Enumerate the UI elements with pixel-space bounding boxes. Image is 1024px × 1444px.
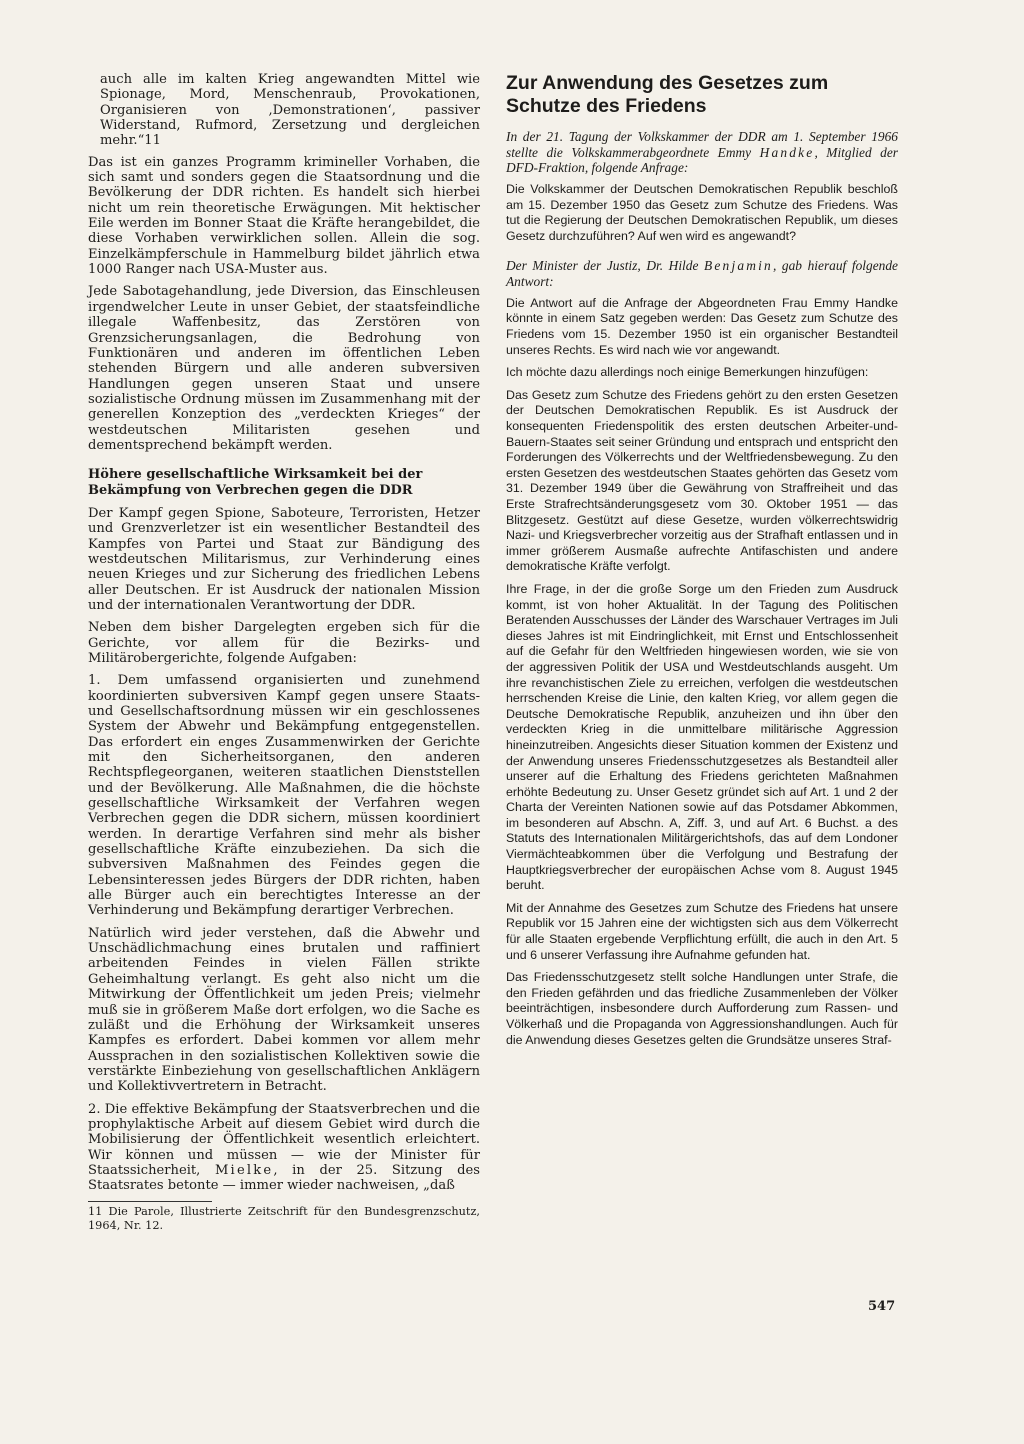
spaced-name: Handke [759,144,815,160]
paragraph: Mit der Annahme des Gesetzes zum Schutze des Friedens hat unsere Republik vor 15 Jahren eine der wichtigsten sich aus dem Völkerrecht für alle Staaten ergebende Verpflichtung erfüllt, die auch in den Art. 5 und 6 unserer Verfassung ihre Aufnahme gefunden hat. [506,900,898,962]
paragraph: Das Gesetz zum Schutze des Friedens gehört zu den ersten Gesetzen der Deutschen Demokratischen Republik. Es ist Ausdruck der konsequenten Friedenspolitik des ersten deutschen Arbeiter-und-Bauern-Staates seit seiner Gründung und entsprach und entspricht den Forderungen des Völkerrechts und der Weltfriedensbewegung. Zu den ersten Gesetzen des westdeutschen Staates gehörten das Gesetz vom 31. Dezember 1949 über die Gewährung von Straffreiheit und das Erste Strafrechtsänderungsgesetz vom 30. Oktober 1951 — das Blitzgesetz. Gestützt auf diese Gesetze, wurden völkerrechtswidrig Nazi- und Kriegsverbrecher vorzeitig aus der Strafhaft entlassen und in immer größerem Ausmaße aufrechte Antifaschisten und andere demokratische Kräfte verfolgt. [506,387,898,574]
footnote: 11 Die Parole, Illustrierte Zeitschrift für den Bundesgrenzschutz, 1964, Nr. 12. [88,1204,480,1232]
quote-continuation: auch alle im kalten Krieg angewandten Mittel wie Spionage, Mord, Menschenraub, Provokationen, Organisieren von ‚Demonstrationen‘, passiver Widerstand, Rufmord, Zersetzung und dergleichen mehr.“11 [100,72,480,149]
text-run: , Mitglied der DFD-Fraktion, folgende Anfrage: [506,144,899,176]
paragraph: Der Kampf gegen Spione, Saboteure, Terroristen, Hetzer und Grenzverletzer ist ein wesentlicher Bestandteil des Kampfes von Partei und Staat zur Bändigung des westdeutschen Militarismus, zur Verhinderung eines neuen Krieges und zur Sicherung des friedlichen Lebens aller Deutschen. Er ist Ausdruck der nationalen Mission und der internationalen Verantwortung der DDR. [88,505,480,613]
spaced-name: Benjamin [704,258,773,274]
page-number: 547 [868,1299,896,1314]
intro-italic [506,129,898,176]
text-run: 2. Die effektive Bekämpfung der Staatsverbrechen und die prophylaktische Arbeit auf diesem Gebiet wird durch die Mobilisierung der Öffentlichkeit wesentlich erleichtert. Wir können und müssen — wie der Minister für Staatssicherheit, [88,1101,480,1178]
paragraph: Jede Sabotagehandlung, jede Diversion, das Einschleusen irgendwelcher Leute in unser Gebiet, der staatsfeindliche illegale Waffenbesitz, das Zerstören von Grenzsicherungsanlagen, die Bedrohung von Funktionären und anderen im öffentlichen Leben stehenden Bürgern und alle anderen subversiven Handlungen gegen unseren Staat und unsere sozialistische Ordnung müssen im Zusammenhang mit der generellen Konzeption des „verdeckten Krieges“ der westdeutschen Militaristen gesehen und dementsprechend bekämpft werden. [88,284,480,453]
paragraph: Das Friedensschutzgesetz stellt solche Handlungen unter Strafe, die den Frieden gefährden und das friedliche Zusammenleben der Völker beeinträchtigen, insbesondere durch Aufforderung zum Rassen- und Völkerhaß und die Propaganda von Aggressionshandlungen. Auch für die Anwendung dieses Gesetzes gelten die Grundsätze unseres Straf- [506,970,898,1047]
paragraph: Die Antwort auf die Anfrage der Abgeordneten Frau Emmy Handke könnte in einem Satz gegeben werden: Das Gesetz zum Schutze des Friedens vom 15. Dezember 1950 ist ein organischer Bestandteil unseres Rechts. Es wird nach wie vor angewandt. [506,295,898,357]
right-column [506,72,898,1055]
paragraph: Natürlich wird jeder verstehen, daß die Abwehr und Unschädlichmachung eines brutalen und raffiniert arbeitenden Feindes in vielen Fällen strikte Geheimhaltung verlangt. Es geht also nicht um die Mitwirkung der Öffentlichkeit um jeden Preis; vielmehr muß sie in größerem Maße dort erfolgen, wo die Sache es zuläßt und die Erhöhung der Wirksamkeit unseres Kampfes es erfordert. Dabei kommen vor allem mehr Aussprachen in den sozialistischen Kollektiven sowie die verstärkte Einbeziehung von gesellschaftlichen Anklägern und Kollektivvertretern in Betracht. [88,925,480,1095]
spaced-name: Mielke [214,1162,274,1178]
numbered-paragraph-2 [88,1102,480,1194]
section-heading: Höhere gesellschaftliche Wirksamkeit bei der Bekämpfung von Verbrechen gegen die DDR [88,467,423,499]
numbered-paragraph-1: 1. Dem umfassend organisierten und zunehmend koordinierten subversiven Kampf gegen unsere Staats- und Gesellschaftsordnung müssen wir ein geschlossenes System der Abwehr und Bekämpfung entgegenstellen. Das erfordert ein enges Zusammenwirken der Gerichte mit den Sicherheitsorganen, den anderen Rechtspflegeorganen, weiteren staatlichen Dienststellen und der Bevölkerung. Alle Maßnahmen, die die höchste gesellschaftliche Wirksamkeit der Verfahren wegen Verbrechen gegen die DDR sichern, müssen koordiniert werden. In derartige Verfahren sind mehr als bisher gesellschaftliche Kräfte einzubeziehen. Da sich die subversiven Maßnahmen des Feindes gegen die Lebensinteressen jedes Bürgers der DDR richten, haben alle Bürger auch ein berechtigtes Interesse an der Verhinderung und Bekämpfung derartiger Verbrechen. [88,673,480,919]
article-title: Zur Anwendung des Gesetzes zum Schutze des Friedens [506,72,829,117]
intro-italic [506,258,898,289]
text-run: Der Minister der Justiz, Dr. Hilde [506,258,705,274]
text-run: , in der 25. Sitzung des Staatsrates betonte — immer wieder nachweisen, „daß [88,1162,480,1194]
paragraph: Ihre Frage, in der die große Sorge um den Frieden zum Ausdruck kommt, ist von hoher Aktualität. In der Tagung des Politischen Beratenden Ausschusses der Länder des Warschauer Vertrages im Juli dieses Jahres ist mit Eindringlichkeit, mit Ernst und Entschlossenheit auf die Gefahr für den Weltfrieden hingewiesen worden, wie sie von der aggressiven Politik der USA und Westdeutschlands ausgeht. Um ihre revanchistischen Ziele zu erreichen, verfolgen die westdeutschen herrschenden Kreise die Linie, den kalten Krieg, vor allem gegen die Deutsche Demokratische Republik, anzuheizen und ihn über den verdeckten Krieg in die unmittelbare militärische Aggression hineinzutreiben. Angesichts dieser Situation kommen der Existenz und der Anwendung unseres Friedensschutzgesetzes als Bestandteil aller unserer auf die Erhaltung des Friedens gerichteten Maßnahmen erhöhte Bedeutung zu. Unser Gesetz gründet sich auf Art. 1 und 2 der Charta der Vereinten Nationen sowie auf das Potsdamer Abkommen, im besonderen auf Abschn. A, Ziff. 3, und auf Art. 6 Buchst. a des Statuts des Internationalen Militärgerichtshofs, das auf dem Londoner Viermächteabkommen über die Verfolgung und Bestrafung der Hauptkriegsverbrecher der europäischen Achse vom 8. August 1945 beruht. [506,581,898,893]
footnote-rule [88,1201,212,1202]
paragraph: Ich möchte dazu allerdings noch einige Bemerkungen hinzufügen: [506,365,869,380]
text-run: , gab hierauf folgende Antwort: [506,258,898,290]
text-run: In der 21. Tagung der Volkskammer der DDR am 1. September 1966 stellte die Volkskammerabgeordnete Emmy [506,129,898,160]
paragraph: Neben dem bisher Dargelegten ergeben sich für die Gerichte, vor allem für die Bezirks- und Militärobergerichte, folgende Aufgaben: [88,620,480,666]
paragraph: Das ist ein ganzes Programm krimineller Vorhaben, die sich samt und sonders gegen die Staatsordnung und die Bevölkerung der DDR richten. Es handelt sich hierbei nicht um rein theoretische Erwägungen. Mit hektischer Eile werden im Bonner Staat die Kräfte herangebildet, die diese Vorhaben verwirklichen sollen. Allein die sog. Einzelkämpferschule in Hammelburg bildet jährlich etwa 1000 Ranger nach USA-Muster aus. [88,154,480,278]
question-paragraph: Die Volkskammer der Deutschen Demokratischen Republik beschloß am 15. Dezember 1950 das Gesetz zum Schutze des Friedens. Was tut die Regierung der Deutschen Demokratischen Republik, um dieses Gesetz durchzuführen? Auf wen wird es angewandt? [506,182,898,243]
left-column [88,72,480,1233]
